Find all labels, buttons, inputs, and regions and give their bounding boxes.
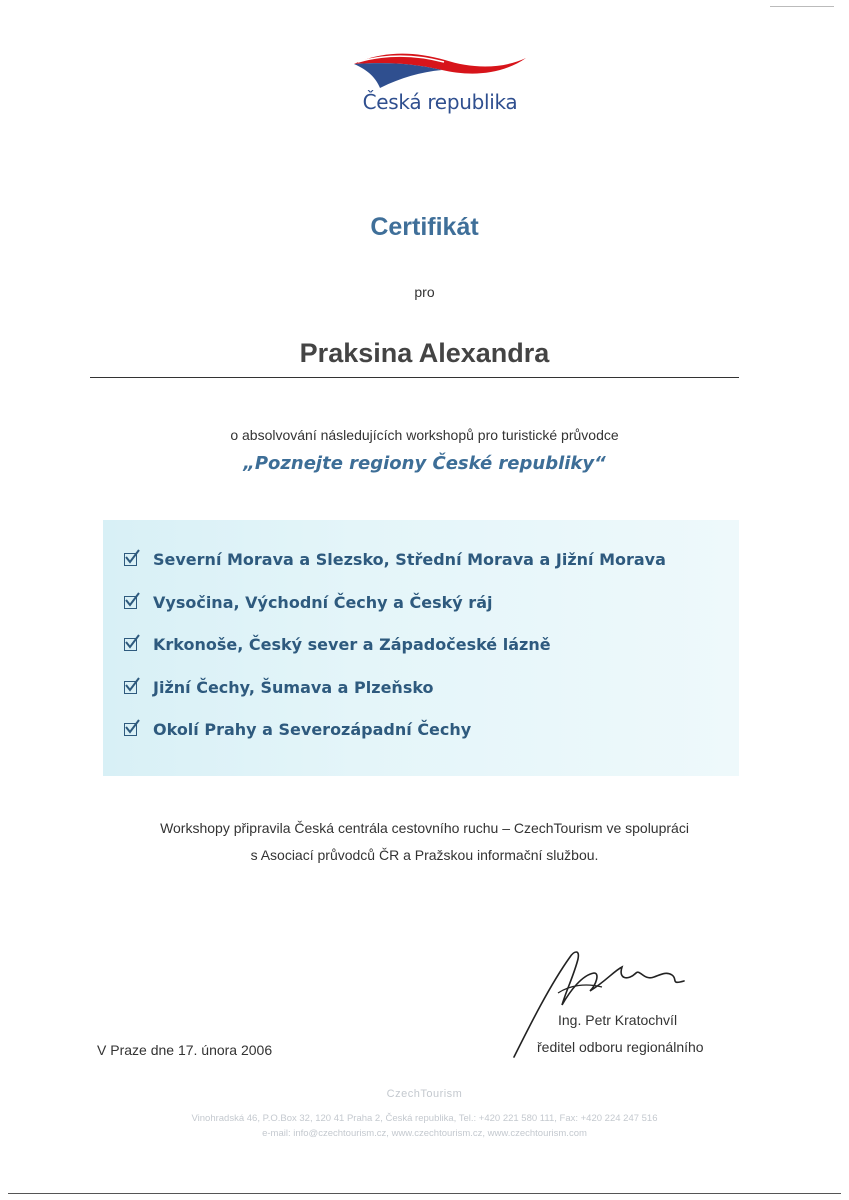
ceska-republika-logo <box>340 38 540 128</box>
letterhead-address: Vinohradská 46, P.O.Box 32, 120 41 Praha 2, Česká republika, Tel.: +420 221 580 111, Fax: +420 224 247 516 <box>191 1113 658 1124</box>
workshop-label: Jižní Čechy, Šumava a Plzeňsko <box>153 677 434 697</box>
list-item <box>124 550 666 593</box>
checkbox-checked-icon <box>124 553 137 566</box>
letterhead-org: CzechTourism <box>386 1088 463 1100</box>
workshop-label: Vysočina, Východní Čechy a Český ráj <box>153 592 493 612</box>
letterhead-web: e-mail: info@czechtourism.cz, www.czechtourism.cz, www.czechtourism.com <box>262 1128 587 1139</box>
intro-text: o absolvování následujících workshopů pro turistické průvodce <box>230 427 619 443</box>
organizer-text-line2: s Asociací průvodců ČR a Pražskou informační službou. <box>250 847 599 863</box>
signer-role: ředitel odboru regionálního <box>537 1039 704 1055</box>
recipient-name: Praksina Alexandra <box>299 338 550 368</box>
workshop-label: Krkonoše, Český sever a Západočeské lázně <box>153 635 551 654</box>
program-title: „Poznejte regiony České republiky“ <box>243 453 606 474</box>
workshop-label: Severní Morava a Slezsko, Střední Morava a Jižní Morava <box>153 550 666 569</box>
workshop-list <box>124 550 666 763</box>
checkbox-checked-icon <box>124 681 137 694</box>
organizer-text-line1: Workshopy připravila Česká centrála cestovního ruchu – CzechTourism ve spolupráci <box>160 820 689 836</box>
list-item <box>124 593 666 636</box>
list-item <box>124 635 666 678</box>
workshop-label: Okolí Prahy a Severozápadní Čechy <box>153 720 472 739</box>
scan-mark <box>770 6 834 7</box>
for-label: pro <box>414 284 435 300</box>
checkbox-checked-icon <box>124 723 137 736</box>
flag-swoosh-icon <box>350 46 530 90</box>
signer-name: Ing. Petr Kratochvíl <box>558 1012 678 1028</box>
name-underline <box>90 377 739 378</box>
scan-bottom-edge <box>8 1193 841 1194</box>
certificate-title: Certifikát <box>370 213 479 241</box>
checkbox-checked-icon <box>124 638 137 651</box>
logo-text: Česká republika <box>362 90 518 114</box>
checkbox-checked-icon <box>124 596 137 609</box>
place-date: V Praze dne 17. února 2006 <box>97 1042 273 1058</box>
list-item <box>124 720 666 763</box>
list-item <box>124 678 666 721</box>
